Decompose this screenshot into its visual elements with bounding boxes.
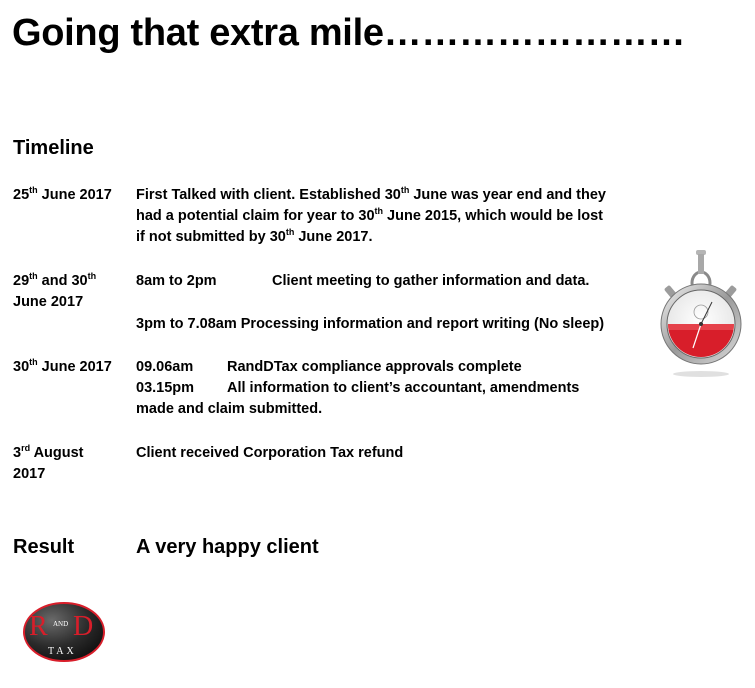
result-text: A very happy client [136, 536, 319, 558]
result-label: Result [13, 536, 75, 558]
svg-text:AND: AND [53, 620, 69, 628]
stopwatch-icon [660, 250, 742, 378]
svg-text:D: D [73, 611, 94, 642]
time-label: 8am to 2pm [136, 273, 217, 289]
time-label: 09.06am [136, 359, 194, 375]
timeline-entry-text: 8am to 2pm Client meeting to gather information and data. 3pm to 7.08am Processing information and report writing (No sleep) [136, 273, 605, 332]
timeline-heading: Timeline [13, 137, 94, 159]
time-label: 03.15pm [136, 380, 195, 396]
svg-text:TAX: TAX [48, 646, 77, 657]
timeline-date: 25th June 2017 [13, 185, 112, 203]
timeline-date: 30th June 2017 [13, 357, 112, 375]
randdtax-logo [22, 602, 106, 662]
timeline-date: 29th and 30th June 2017 [13, 271, 97, 310]
svg-text:R: R [29, 611, 48, 642]
timeline-entry-text: 09.06am RandDTax compliance approvals complete 03.15pm All information to client’s accountant, amendments made and claim submitted. [136, 359, 580, 417]
timeline-entry-text: Client received Corporation Tax refund [136, 445, 404, 461]
timeline-date: 3rd August 2017 [13, 443, 84, 482]
page-title: Going that extra mile…………………… [12, 12, 686, 54]
timeline-entry-text: First Talked with client. Established 30th June was year end and they had a potential claim for year to 30th June 2015, which would be lost if not submitted by 30th June 2017. [136, 185, 606, 245]
